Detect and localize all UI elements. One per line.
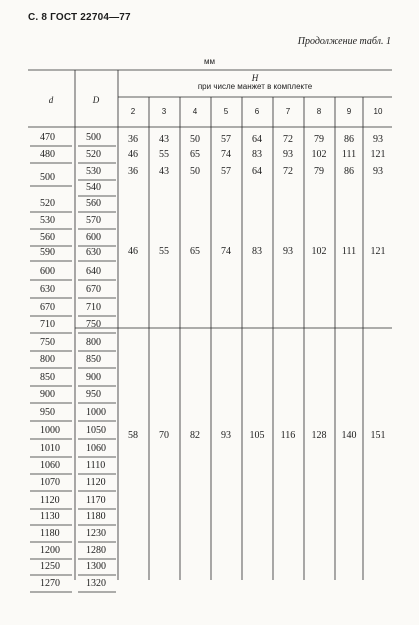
h-value: 93 — [373, 134, 383, 145]
h-value: 36 — [128, 134, 138, 145]
h-value: 74 — [221, 246, 231, 257]
d-value: 710 — [40, 319, 55, 330]
d-value: 1270 — [40, 578, 60, 589]
d-value: 900 — [40, 389, 55, 400]
d-value: 520 — [40, 198, 55, 209]
h-value: 46 — [128, 149, 138, 160]
h-value: 151 — [370, 430, 386, 441]
count-header-9: 9 — [346, 107, 352, 116]
count-header-10: 10 — [373, 107, 383, 116]
count-header-5: 5 — [223, 107, 229, 116]
D-value: 1230 — [86, 528, 106, 539]
D-value: 800 — [86, 337, 101, 348]
h-value: 102 — [311, 246, 327, 257]
h-value: 50 — [190, 134, 200, 145]
D-value: 520 — [86, 149, 101, 160]
row-tick-marks — [30, 146, 116, 592]
h-value: 55 — [159, 246, 169, 257]
d-value: 630 — [40, 284, 55, 295]
h-value: 121 — [370, 149, 386, 160]
d-value: 1000 — [40, 425, 60, 436]
d-value: 480 — [40, 149, 55, 160]
d-value: 1130 — [40, 511, 60, 522]
count-header-8: 8 — [316, 107, 322, 116]
page-header-standard: С. 8 ГОСТ 22704—77 — [28, 12, 131, 23]
D-value: 500 — [86, 132, 101, 143]
h-value: 57 — [221, 166, 231, 177]
D-value: 670 — [86, 284, 101, 295]
h-value: 57 — [221, 134, 231, 145]
d-value: 670 — [40, 302, 55, 313]
h-value: 72 — [283, 134, 293, 145]
h-value: 79 — [314, 166, 324, 177]
h-value: 93 — [283, 246, 293, 257]
h-value: 102 — [311, 149, 327, 160]
d-value: 800 — [40, 354, 55, 365]
h-value: 111 — [341, 246, 357, 257]
h-value: 36 — [128, 166, 138, 177]
D-value: 1110 — [86, 460, 106, 471]
D-value: 560 — [86, 198, 101, 209]
D-value: 1280 — [86, 545, 106, 556]
D-value: 1320 — [86, 578, 106, 589]
d-value: 560 — [40, 232, 55, 243]
D-value: 1060 — [86, 443, 106, 454]
D-value: 570 — [86, 215, 101, 226]
D-value: 1050 — [86, 425, 106, 436]
d-value: 1070 — [40, 477, 60, 488]
h-value: 65 — [190, 149, 200, 160]
h-value: 86 — [344, 134, 354, 145]
h-value: 64 — [252, 134, 262, 145]
h-value: 105 — [249, 430, 265, 441]
D-value: 1300 — [86, 561, 106, 572]
h-value: 140 — [341, 430, 357, 441]
count-header-2: 2 — [130, 107, 136, 116]
count-header-6: 6 — [254, 107, 260, 116]
D-value: 630 — [86, 247, 101, 258]
count-header-3: 3 — [161, 107, 167, 116]
h-value: 111 — [341, 149, 357, 160]
h-value: 65 — [190, 246, 200, 257]
D-value: 530 — [86, 166, 101, 177]
d-value: 470 — [40, 132, 55, 143]
d-value: 1120 — [40, 495, 60, 506]
h-value: 83 — [252, 246, 262, 257]
column-header-H-caption: при числе манжет в комплекте — [197, 82, 313, 91]
D-value: 900 — [86, 372, 101, 383]
d-value: 1250 — [40, 561, 60, 572]
h-value: 83 — [252, 149, 262, 160]
h-value: 116 — [280, 430, 296, 441]
h-value: 70 — [159, 430, 169, 441]
D-value: 1180 — [86, 511, 106, 522]
d-value: 850 — [40, 372, 55, 383]
column-header-d: d — [48, 95, 54, 105]
D-value: 540 — [86, 182, 101, 193]
h-value: 93 — [221, 430, 231, 441]
D-value: 1170 — [86, 495, 106, 506]
h-value: 128 — [311, 430, 327, 441]
D-value: 600 — [86, 232, 101, 243]
D-value: 710 — [86, 302, 101, 313]
table-continuation-label: Продолжение табл. 1 — [297, 36, 391, 47]
h-value: 79 — [314, 134, 324, 145]
h-value: 43 — [159, 134, 169, 145]
D-value: 640 — [86, 266, 101, 277]
d-value: 500 — [40, 172, 55, 183]
d-value: 600 — [40, 266, 55, 277]
d-value: 1200 — [40, 545, 60, 556]
h-value: 82 — [190, 430, 200, 441]
h-value: 93 — [373, 166, 383, 177]
d-value: 1010 — [40, 443, 60, 454]
d-value: 950 — [40, 407, 55, 418]
h-value: 43 — [159, 166, 169, 177]
h-value: 64 — [252, 166, 262, 177]
h-value: 93 — [283, 149, 293, 160]
h-value: 50 — [190, 166, 200, 177]
d-value: 530 — [40, 215, 55, 226]
column-header-H: H — [251, 73, 259, 83]
d-value: 1060 — [40, 460, 60, 471]
D-value: 750 — [86, 319, 101, 330]
units-label: мм — [204, 57, 215, 66]
h-value: 55 — [159, 149, 169, 160]
D-value: 950 — [86, 389, 101, 400]
D-value: 850 — [86, 354, 101, 365]
h-value: 86 — [344, 166, 354, 177]
h-value: 46 — [128, 246, 138, 257]
d-value: 590 — [40, 247, 55, 258]
count-header-4: 4 — [192, 107, 198, 116]
column-header-D: D — [92, 95, 100, 105]
d-value: 1180 — [40, 528, 60, 539]
h-value: 121 — [370, 246, 386, 257]
h-value: 74 — [221, 149, 231, 160]
D-value: 1000 — [86, 407, 106, 418]
count-header-7: 7 — [285, 107, 291, 116]
h-value: 58 — [128, 430, 138, 441]
D-value: 1120 — [86, 477, 106, 488]
h-value: 72 — [283, 166, 293, 177]
d-value: 750 — [40, 337, 55, 348]
